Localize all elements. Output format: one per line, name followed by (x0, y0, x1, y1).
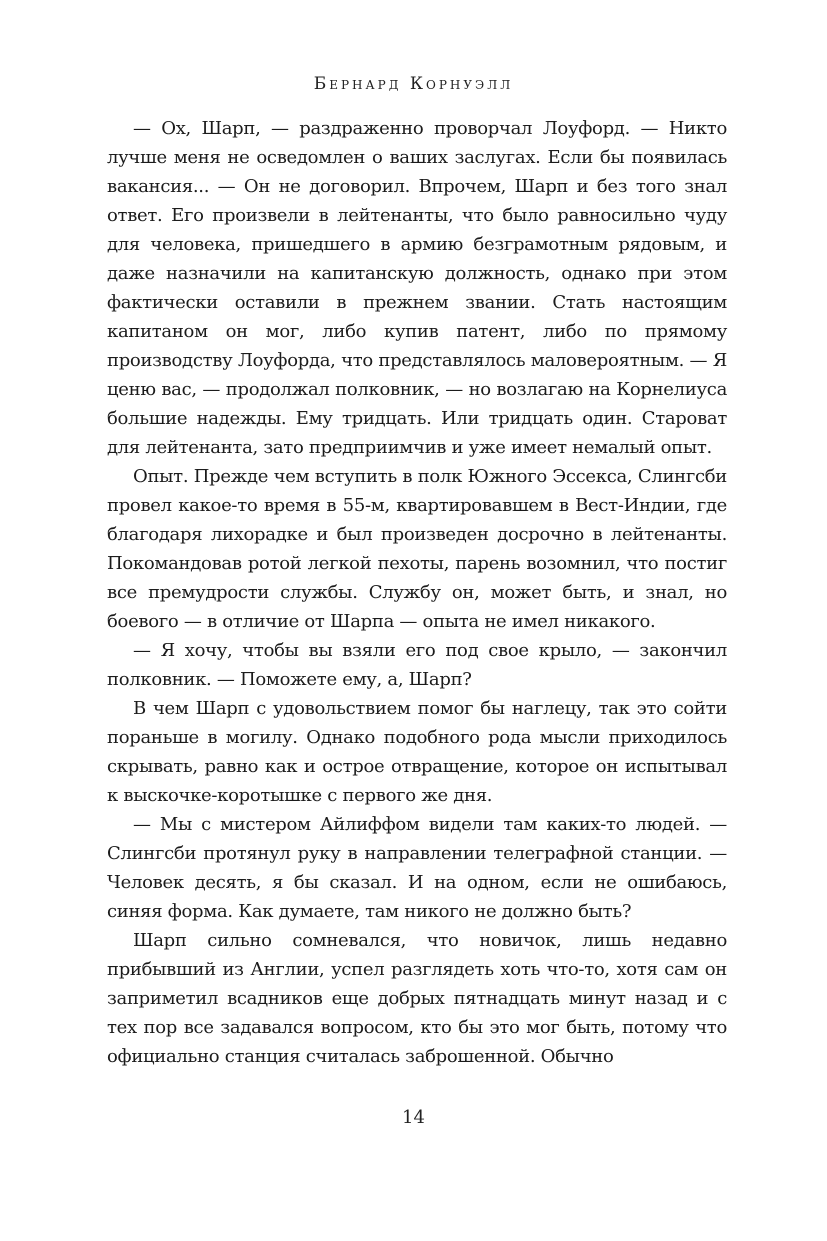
paragraph-6: Шарп сильно сомневался, что новичок, лишь недавно прибывший из Англии, успел разглядеть хоть что-то, хотя сам он заприметил всадников еще добрых пятнадцать минут назад и с тех пор все задавался вопросом, кто бы это мог быть, потому что официально станция считалась заброшенной. Обычно (107, 930, 727, 1067)
paragraph-2: Опыт. Прежде чем вступить в полк Южного Эссекса, Слингсби провел какое-то время в 55-м, квартировавшем в Вест-Индии, где благодаря лихорадке и был произведен досрочно в лейтенанты. Покомандовав ротой легкой пехоты, парень возомнил, что постиг все премудрости службы. Службу он, может быть, и знал, но боевого — в отличие от Шарпа — опыта не имел никакого. (107, 466, 727, 632)
paragraph-5: — Мы с мистером Айлиффом видели там каких-то людей. — Слингсби протянул руку в направлении телеграфной станции. — Человек десять, я бы сказал. И на одном, если не ошибаюсь, синяя форма. Как думаете, там никого не должно быть? (107, 814, 727, 922)
paragraph-1: — Ох, Шарп, — раздраженно проворчал Лоуфорд. — Никто лучше меня не осведомлен о ваших заслугах. Если бы появилась вакансия... — Он не договорил. Впрочем, Шарп и без того знал ответ. Его произвели в лейтенанты, что было равносильно чуду для человека, пришедшего в армию безграмотным рядовым, и даже назначили на капитанскую должность, однако при этом фактически оставили в прежнем звании. Стать настоящим капитаном он мог, либо купив патент, либо по прямому производству Лоуфорда, что представлялось маловероятным. — Я ценю вас, — продолжал полковник, — но возлагаю на Корнелиуса большие надежды. Ему тридцать. Или тридцать один. Староват для лейтенанта, зато предприимчив и уже имеет немалый опыт. (107, 118, 727, 458)
paragraph-3: — Я хочу, чтобы вы взяли его под свое крыло, — закончил полковник. — Поможете ему, а, Шарп? (107, 640, 727, 690)
running-head-author: Бернард Корнуэлл (313, 74, 514, 94)
paragraph-4: В чем Шарп с удовольствием помог бы наглецу, так это сойти пораньше в могилу. Однако подобного рода мысли приходилось скрывать, равно как и острое отвращение, которое он испытывал к выскочке-коротышке с первого же дня. (107, 698, 727, 806)
page-number: 14 (402, 1107, 425, 1128)
body-text (107, 114, 727, 1071)
